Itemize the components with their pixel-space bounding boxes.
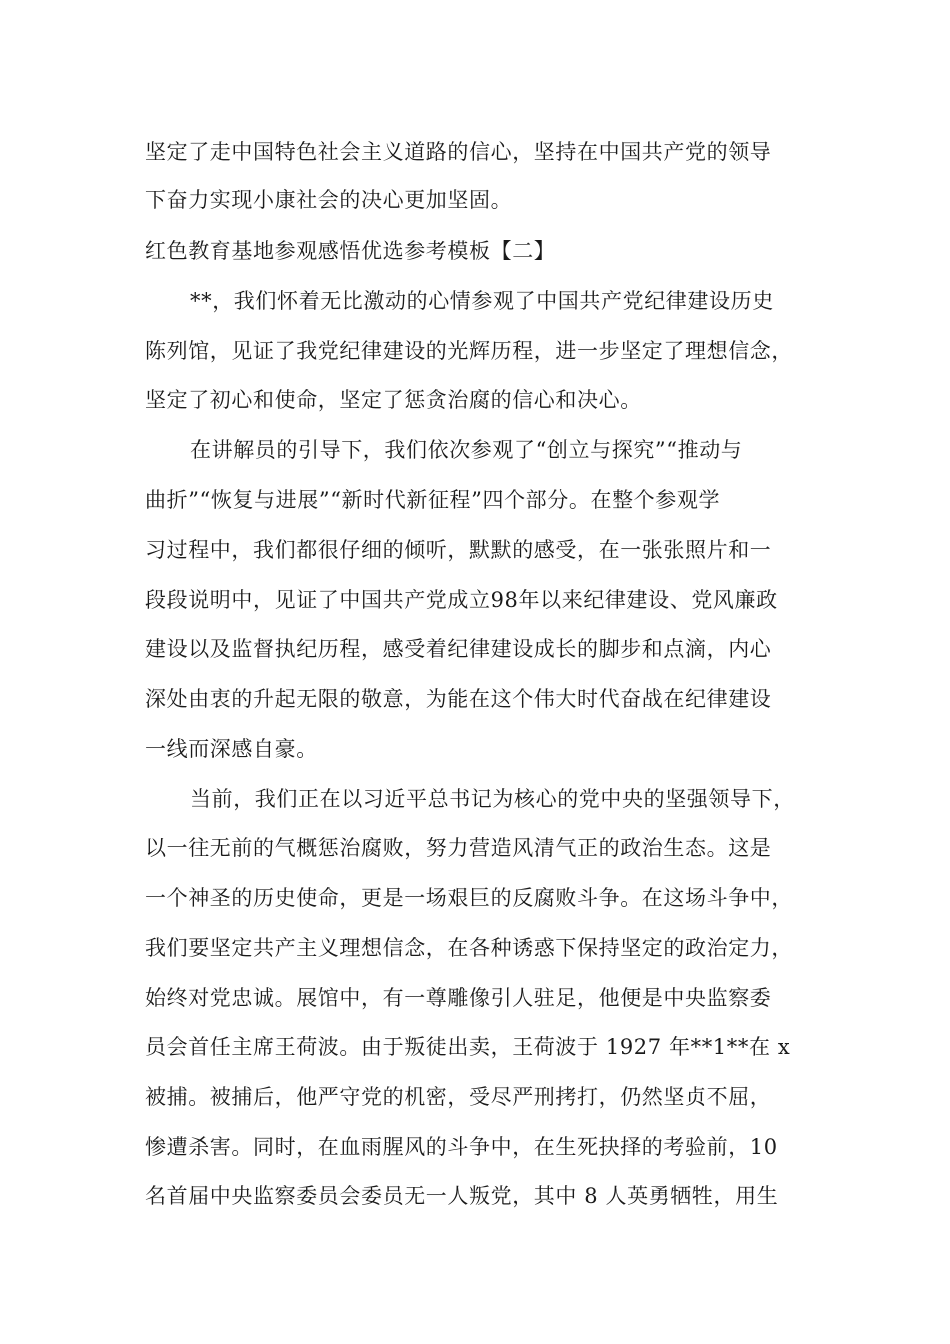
text-line: 陈列馆，见证了我党纪律建设的光辉历程，进一步坚定了理想信念， bbox=[145, 339, 793, 363]
text-line: 曲折”“恢复与进展”“新时代新征程”四个部分。在整个参观学 bbox=[145, 488, 721, 512]
text-line: **，我们怀着无比激动的心情参观了中国共产党纪律建设历史 bbox=[190, 289, 774, 313]
text-line: 一个神圣的历史使命，更是一场艰巨的反腐败斗争。在这场斗争中， bbox=[145, 886, 793, 910]
text-line: 下奋力实现小康社会的决心更加坚固。 bbox=[145, 188, 513, 212]
text-line: 深处由衷的升起无限的敬意，为能在这个伟大时代奋战在纪律建设 bbox=[145, 687, 772, 711]
text-line: 一线而深感自豪。 bbox=[145, 737, 318, 761]
text-line: 惨遭杀害。同时，在血雨腥风的斗争中，在生死抉择的考验前，10 bbox=[145, 1135, 778, 1159]
text-line: 被捕。被捕后，他严守党的机密，受尽严刑拷打，仍然坚贞不屈， bbox=[145, 1085, 772, 1109]
text-line: 员会首任主席王荷波。由于叛徒出卖，王荷波于 1927 年**1**在 x bbox=[145, 1035, 791, 1059]
text-line: 以一往无前的气概惩治腐败，努力营造风清气正的政治生态。这是 bbox=[145, 836, 772, 860]
text-line: 当前，我们正在以习近平总书记为核心的党中央的坚强领导下， bbox=[190, 787, 795, 811]
text-line: 建设以及监督执纪历程，感受着纪律建设成长的脚步和点滴，内心 bbox=[145, 637, 772, 661]
text-line: 始终对党忠诚。展馆中，有一尊雕像引人驻足，他便是中央监察委 bbox=[145, 986, 772, 1010]
text-line: 坚定了走中国特色社会主义道路的信心，坚持在中国共产党的领导 bbox=[145, 140, 772, 164]
text-line: 我们要坚定共产主义理想信念，在各种诱惑下保持坚定的政治定力， bbox=[145, 936, 793, 960]
section-heading: 红色教育基地参观感悟优选参考模板【二】 bbox=[145, 239, 556, 263]
text-line: 在讲解员的引导下，我们依次参观了“创立与探究”“推动与 bbox=[190, 438, 743, 462]
text-line: 段段说明中，见证了中国共产党成立98年以来纪律建设、党风廉政 bbox=[145, 588, 778, 612]
text-line: 名首届中央监察委员会委员无一人叛党，其中 8 人英勇牺牲，用生 bbox=[145, 1184, 779, 1208]
text-line: 坚定了初心和使命，坚定了惩贪治腐的信心和决心。 bbox=[145, 388, 642, 412]
text-line: 习过程中，我们都很仔细的倾听，默默的感受，在一张张照片和一 bbox=[145, 538, 772, 562]
